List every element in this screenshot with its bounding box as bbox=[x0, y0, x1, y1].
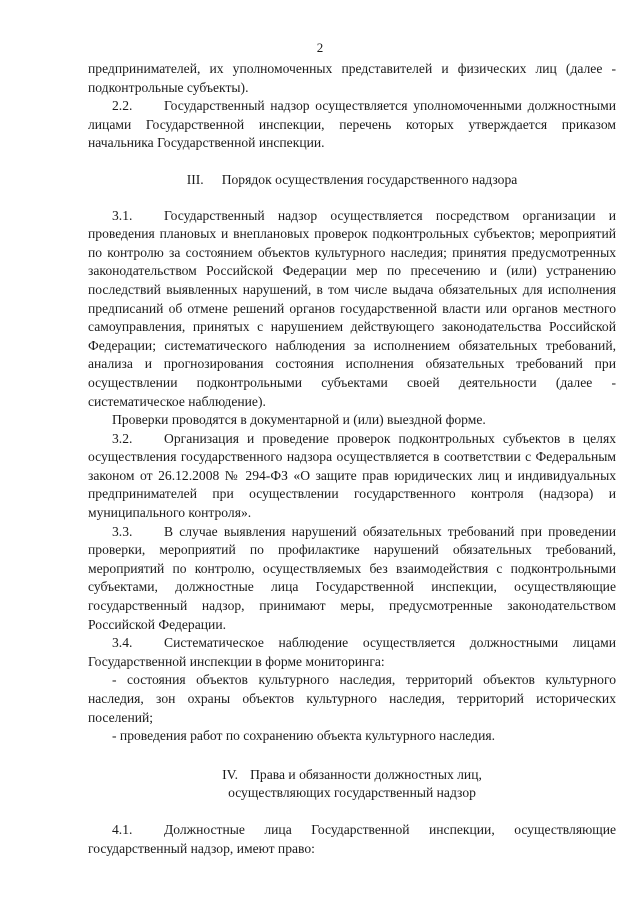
section-3-heading bbox=[88, 171, 616, 190]
clause-text: Государственный надзор осуществляется уполномоченными должностными лицами Государственной инспекции, перечень которых утверждается приказом начальника Государственной инспекции. bbox=[88, 98, 616, 151]
clause-2-2 bbox=[88, 97, 616, 153]
clause-number: 3.4. bbox=[112, 635, 133, 651]
clause-text: Государственный надзор осуществляется посредством организации и проведения плановых и внеплановых проверок подконтрольных субъектов; мероприятий по контролю за состоянием объектов культурного наследия; принятия предусмотренных законодательством Российской Федерации мер по пресечению и (или) устранению последствий выявленных нарушений, в том числе выдача обязательных для исполнения предписаний об отмене решений органов государственной власти или органов местного самоуправления, принятых с нарушением действующего законодательства Российской Федерации; систематического наблюдения за исполнением обязательных требований, анализа и прогнозирования состояния исполнения обязательных требований при осуществлении подконтрольными субъектами своей деятельности (далее - систематическое наблюдение). bbox=[88, 207, 616, 409]
page-number: 2 bbox=[316, 40, 324, 55]
section-number: III. bbox=[186, 171, 204, 187]
clause-4-1 bbox=[88, 821, 616, 858]
clause-text: Должностные лица Государственной инспекции, осуществляющие государственный надзор, имеют право: bbox=[88, 821, 616, 856]
clause-3-2 bbox=[88, 430, 616, 523]
document-body bbox=[88, 60, 616, 858]
clause-number: 2.2. bbox=[112, 98, 133, 114]
clause-3-3 bbox=[88, 523, 616, 635]
clause-number: 3.3. bbox=[112, 523, 133, 539]
list-item: - проведения работ по сохранению объекта культурного наследия. bbox=[112, 728, 495, 744]
section-number: IV. bbox=[222, 766, 239, 782]
section-title: Порядок осуществления государственного надзора bbox=[221, 171, 518, 187]
clause-text: В случае выявления нарушений обязательных требований при проведении проверки, мероприятий по профилактике нарушений обязательных требований, мероприятий по контролю, осуществляемых без взаимодействия с подконтрольными субъектами, должностные лица Государственной инспекции, осуществляющие государственный надзор, принимают меры, предусмотренные законодательством Российской Федерации. bbox=[88, 523, 616, 632]
paragraph-subjects: предпринимателей, их уполномоченных представителей и физических лиц (далее - подконтрольные субъекты). bbox=[88, 61, 616, 95]
clause-text: Систематическое наблюдение осуществляется должностными лицами Государственной инспекции в форме мониторинга: bbox=[88, 635, 616, 669]
clause-3-4 bbox=[88, 634, 616, 671]
paragraph-checks: Проверки проводятся в документарной и (или) выездной форме. bbox=[112, 412, 486, 428]
section-4-heading-line-1 bbox=[88, 766, 616, 785]
clause-text: Организация и проведение проверок подконтрольных субъектов в целях осуществления государственного надзора осуществляется в соответствии с Федеральным законом от 26.12.2008 № 294-ФЗ «О защите прав юридических лиц и индивидуальных предпринимателей при осуществлении государственного контроля (надзора) и муниципального контроля». bbox=[88, 430, 616, 521]
section-4-heading bbox=[88, 766, 616, 803]
section-4-heading-line-2: осуществляющих государственный надзор bbox=[228, 785, 476, 801]
list-item: - состояния объектов культурного наследия, территорий объектов культурного наследия, зон охраны объектов культурного наследия, территорий исторических поселений; bbox=[88, 672, 616, 725]
section-title: Права и обязанности должностных лиц, bbox=[250, 766, 482, 782]
clause-number: 4.1. bbox=[112, 821, 133, 837]
clause-number: 3.1. bbox=[112, 207, 133, 223]
clause-number: 3.2. bbox=[112, 430, 133, 446]
clause-3-1 bbox=[88, 207, 616, 412]
